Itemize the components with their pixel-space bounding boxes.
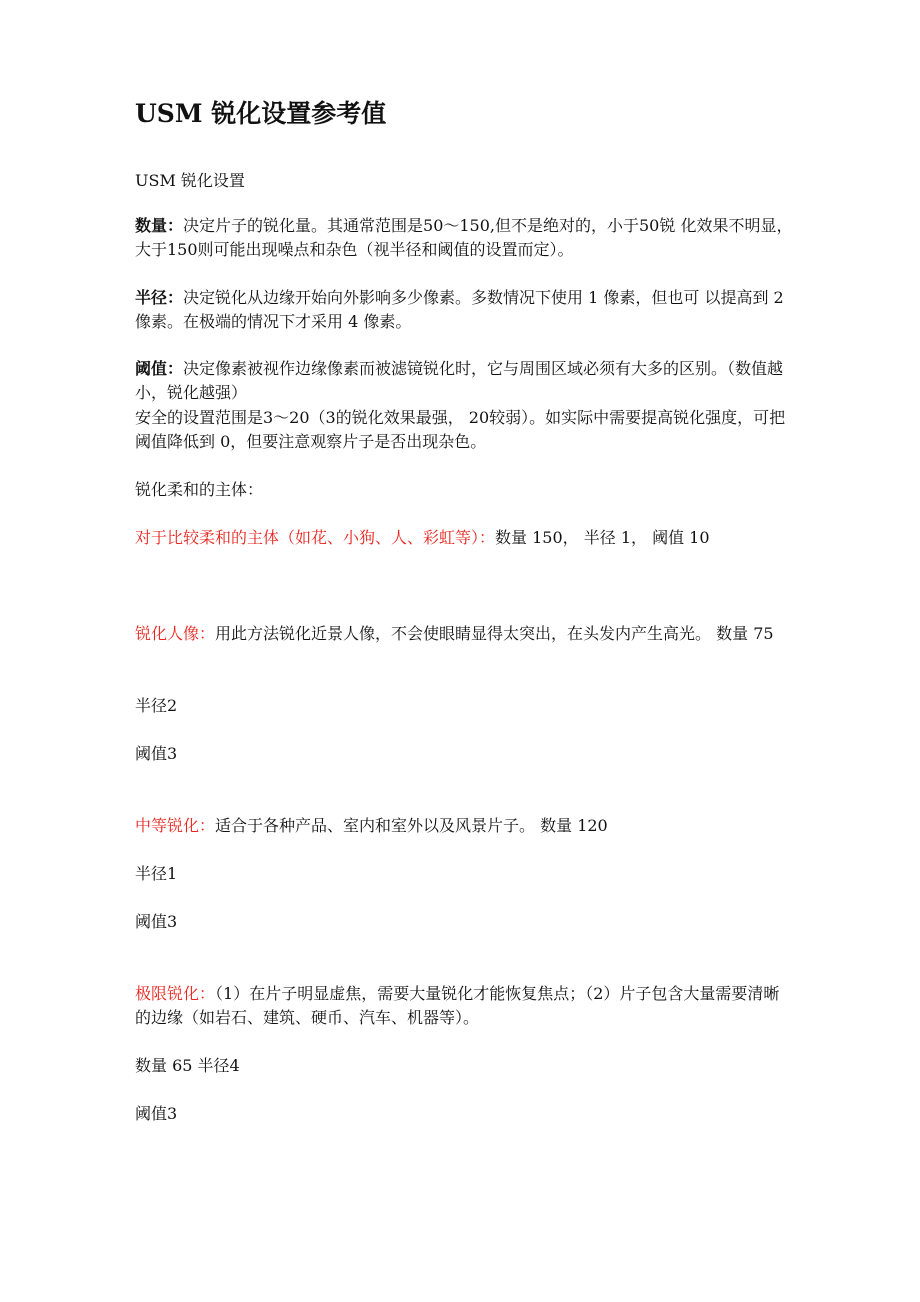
threshold-text: 决定像素被视作边缘像素而被滤镜锐化时，它与周围区域必须有大多的区别。（数值越小，锐化越强） — [135, 359, 784, 402]
preset-portrait-text: 用此方法锐化近景人像，不会使眼睛显得太突出，在头发内产生高光。 数量 75 — [215, 624, 774, 643]
preset-medium-label: 中等锐化： — [135, 816, 216, 835]
radius-text: 决定锐化从边缘开始向外影响多少像素。多数情况下使用 1 像素，但也可 以提高到 2 像素。在极端的情况下才采用 4 像素。 — [135, 288, 784, 331]
preset-portrait-threshold: 阈值3 — [135, 744, 178, 763]
preset-medium-radius: 半径1 — [135, 864, 178, 883]
preset-extreme-label: 极限锐化： — [135, 984, 216, 1003]
threshold-label: 阈值： — [135, 359, 184, 378]
threshold-range-paragraph: 安全的设置范围是3～20（3的锐化效果最强， 20较弱）。如实际中需要提高锐化强度，可把阈值降低到 0，但要注意观察片子是否出现杂色。 — [135, 408, 786, 451]
preset-soft-text: 数量 150， 半径 1， 阈值 10 — [495, 528, 710, 547]
soft-subjects-heading: 锐化柔和的主体： — [135, 480, 264, 499]
preset-extreme — [135, 982, 795, 1030]
preset-extreme-threshold: 阈值3 — [135, 1104, 178, 1123]
preset-medium-threshold: 阈值3 — [135, 912, 178, 931]
preset-soft-label: 对于比较柔和的主体（如花、小狗、人、彩虹等）： — [135, 528, 496, 547]
preset-portrait — [135, 622, 795, 646]
preset-extreme-text: （1）在片子明显虚焦，需要大量锐化才能恢复焦点；（2）片子包含大量需要清晰的边缘（如岩石、建筑、硬币、汽车、机器等）。 — [135, 984, 780, 1027]
radius-label: 半径： — [135, 288, 184, 307]
preset-soft — [135, 526, 795, 550]
radius-paragraph — [135, 286, 795, 334]
preset-portrait-label: 锐化人像： — [135, 624, 216, 643]
threshold-paragraph — [135, 357, 795, 405]
page-title: USM 锐化设置参考值 — [135, 99, 387, 128]
amount-text: 决定片子的锐化量。其通常范围是50～150,但不是绝对的，小于50锐 化效果不明显，大于150则可能出现噪点和杂色（视半径和阈值的设置而定）。 — [135, 216, 793, 259]
amount-paragraph — [135, 214, 795, 262]
preset-portrait-radius: 半径2 — [135, 696, 178, 715]
preset-extreme-amount-radius: 数量 65 半径4 — [135, 1056, 240, 1075]
preset-medium — [135, 814, 795, 838]
amount-label: 数量： — [135, 216, 184, 235]
subtitle: USM 锐化设置 — [135, 171, 245, 190]
preset-medium-text: 适合于各种产品、室内和室外以及风景片子。 数量 120 — [215, 816, 608, 835]
